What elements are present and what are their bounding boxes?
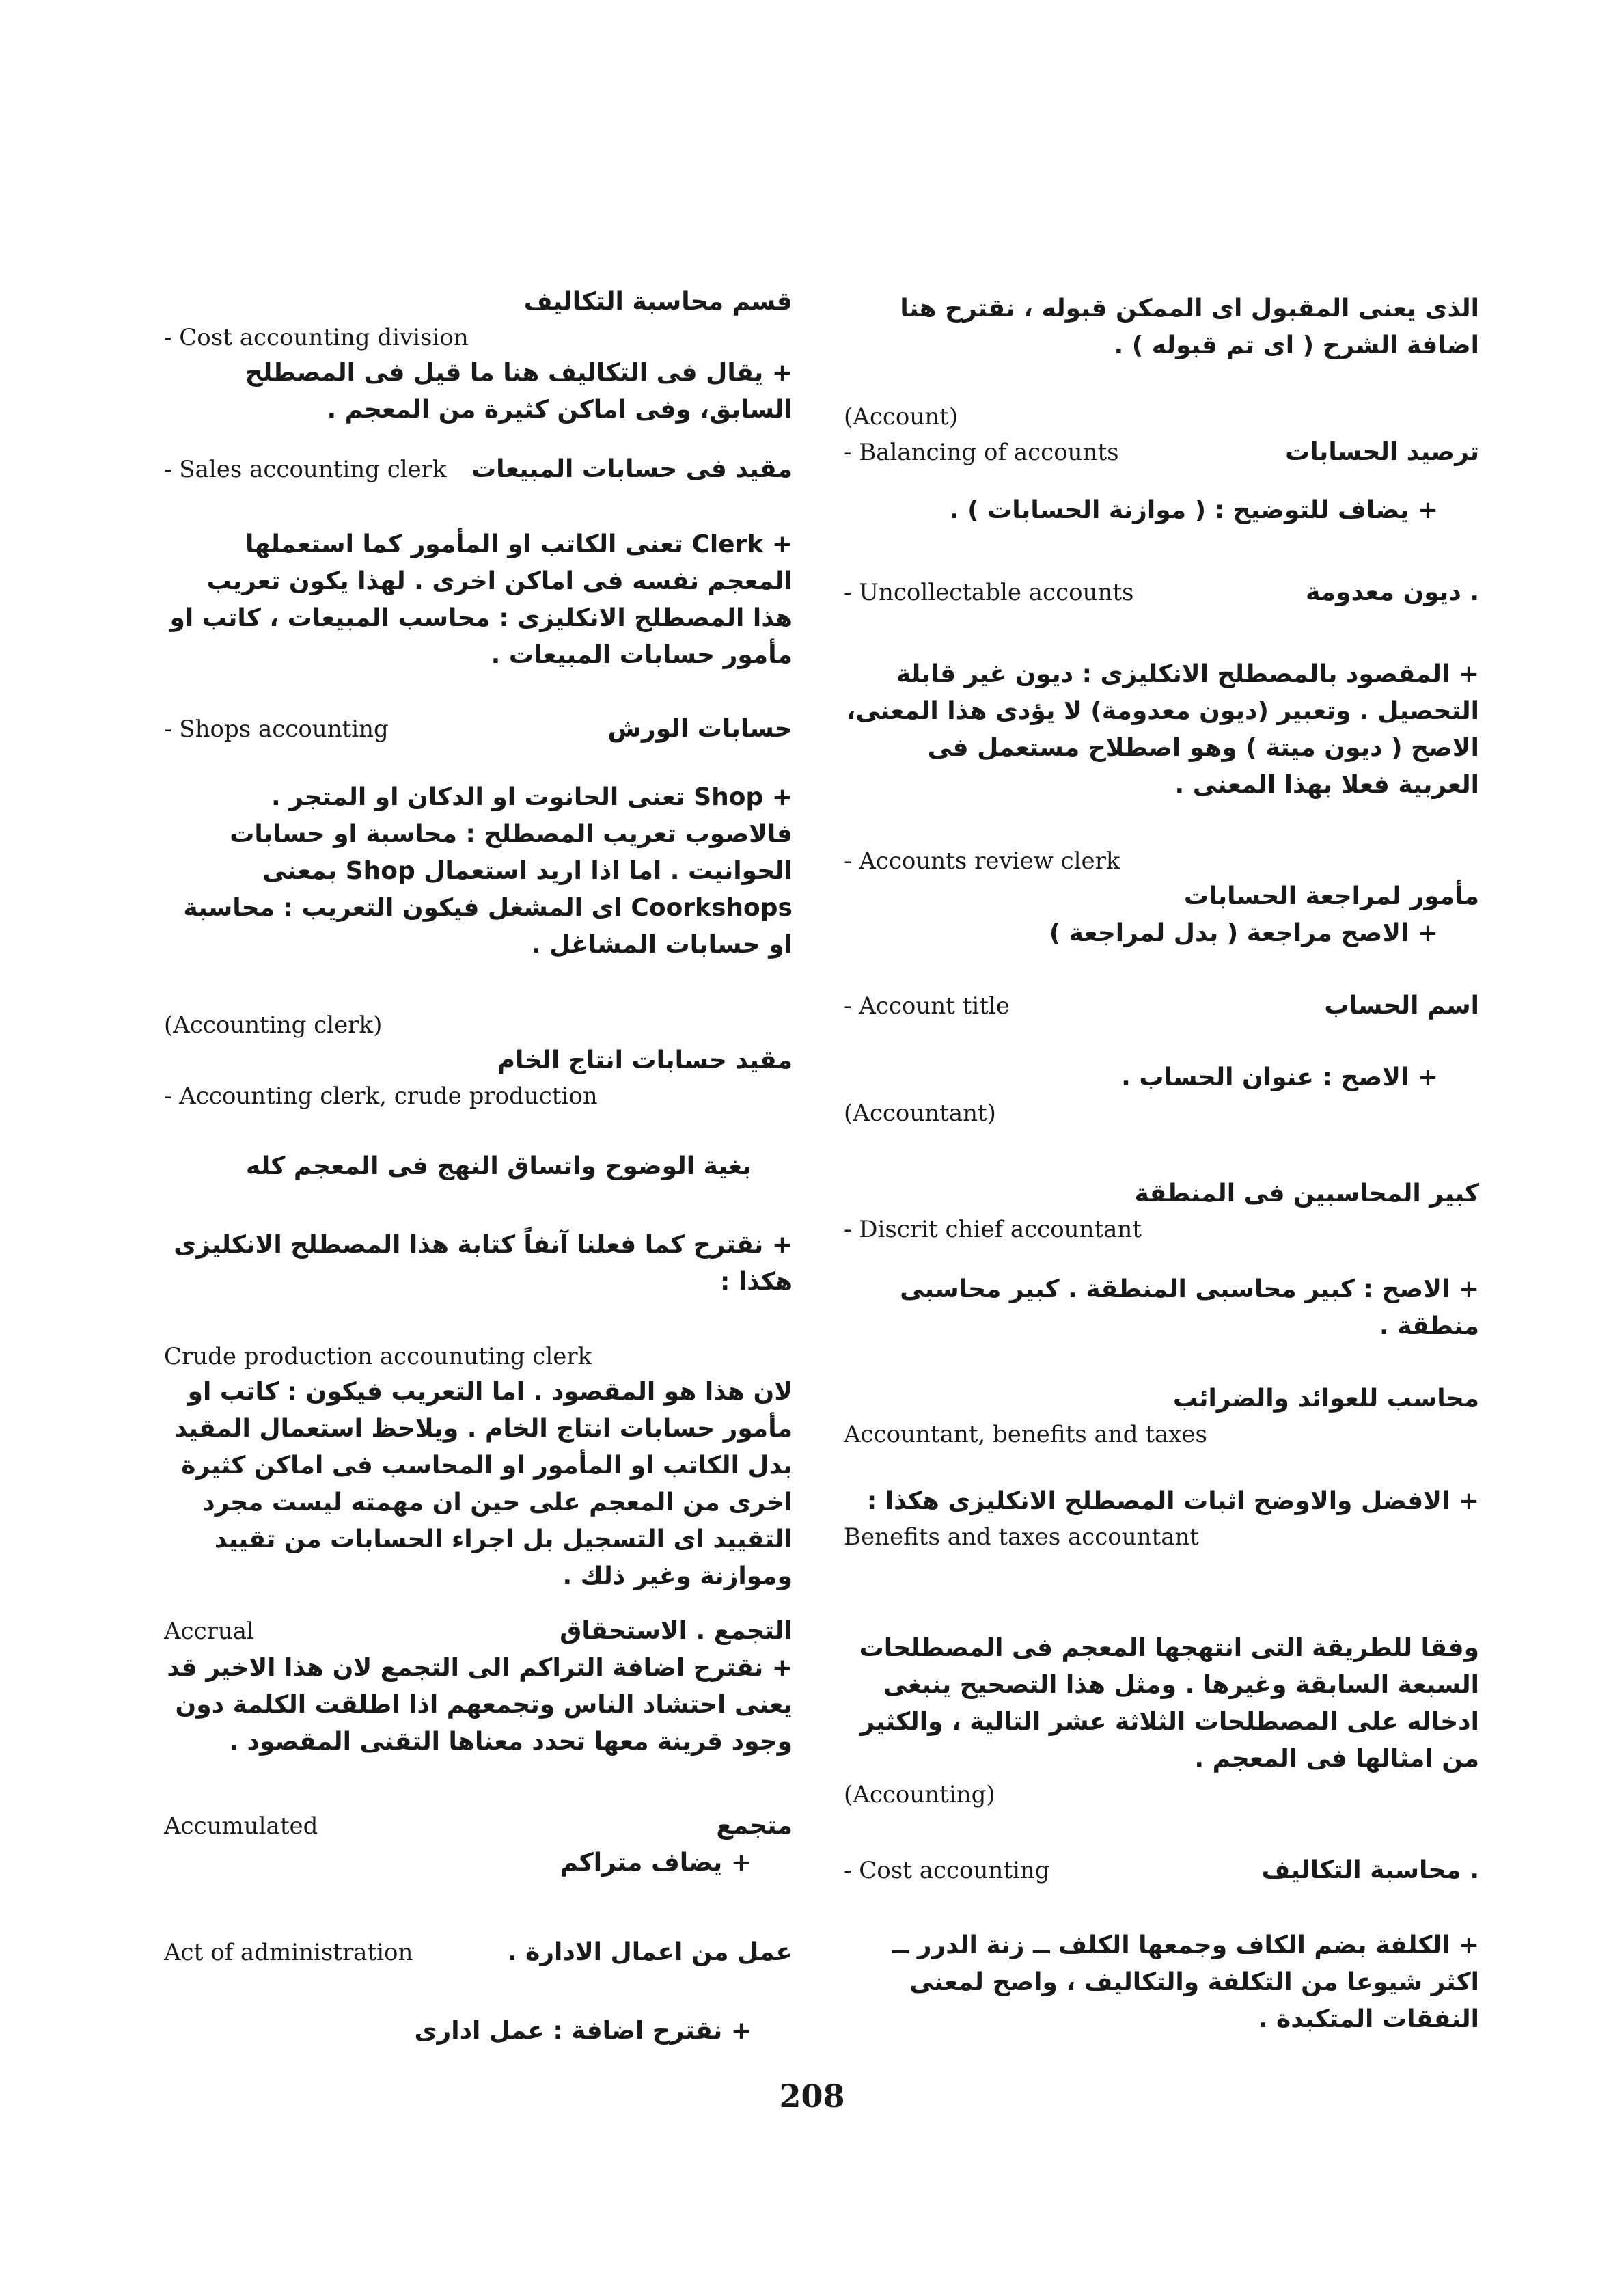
section-header-accountant: (Accountant) — [844, 1100, 996, 1127]
term-row-accrual — [164, 1613, 793, 1760]
note-text: وفقا للطريقة التى انتهجها المعجم فى المصطلحات السبعة السابقة وغيرها . ومثل هذا التصحيح ينبغى ادخاله على المصطلحات الثلاثة عشر التالية ، والكثير من امثالها فى المعجم . — [859, 1634, 1479, 1773]
term-en: - Balancing of accounts — [844, 439, 1119, 466]
note-text: + الافضل والاوضح اثبات المصطلح الانكليزى هكذا : — [866, 1487, 1479, 1515]
page-number: 208 — [779, 2078, 845, 2115]
term-ar: التجمع . الاستحقاق — [560, 1617, 793, 1645]
note-text: + نقترح اضافة : عمل ادارى — [414, 2017, 752, 2045]
term-row-shops — [164, 711, 793, 748]
term-row-accumulated — [164, 1808, 793, 1881]
term-review — [844, 844, 1479, 952]
term-ar: مقيد فى حسابات المبيعات — [471, 455, 793, 483]
term-ar: . ديون معدومة — [1306, 578, 1479, 606]
term-en: Act of administration — [164, 1939, 413, 1966]
note-propose — [164, 1227, 793, 1301]
term-en: - Uncollectable accounts — [844, 579, 1134, 606]
note-text: + يضاف للتوضيح : ( موازنة الحسابات ) . — [949, 496, 1438, 524]
term-chief — [844, 1175, 1479, 1247]
term-ar: قسم محاسبة التكاليف — [523, 288, 793, 316]
note-text: + الاصح مراجعة ( بدل لمراجعة ) — [1049, 919, 1438, 947]
term-row-title — [844, 988, 1479, 1024]
term-ar: مأمور لمراجعة الحسابات — [1183, 882, 1479, 910]
term-row-uncollectable — [844, 574, 1479, 611]
term-ar: حسابات الورش — [607, 715, 793, 743]
note-text: + الاصح : عنوان الحساب . — [1121, 1063, 1438, 1091]
term-en: - Cost accounting division — [164, 324, 469, 351]
note-clarity — [164, 1148, 793, 1185]
term-ar: اسم الحساب — [1324, 992, 1479, 1020]
term-en: Accumulated — [164, 1812, 318, 1840]
note-text: + Shop تعنى الحانوت او الدكان او المتجر . فالاصوب تعريب المصطلح : محاسبة او حسابات الحوانيت . اما اذا اريد استعمال Shop بمعنى Coorkshops اى المشغل فيكون التعريب : محاسبة او حسابات المشاغل . — [183, 783, 793, 959]
term-en: - Account title — [844, 992, 1010, 1020]
term-ar: عمل من اعمال الادارة . — [507, 1938, 793, 1966]
term-ar: مقيد حسابات انتاج الخام — [497, 1046, 793, 1074]
note-text: لان هذا هو المقصود . اما التعريب فيكون : كاتب او مأمور حسابات انتاج الخام . ويلاحظ استعمال المقيد بدل الكاتب او المأمور او المحاسب فى اماكن كثيرة اخرى من المعجم على حين ان مهمته ليست مجرد التقييد اى التسجيل بل اجراء الحسابات من تقييد وموازنة وغير ذلك . — [174, 1378, 793, 1590]
intro-text: الذى يعنى المقبول اى الممكن قبوله ، نقترح هنا اضافة الشرح ( اى تم قبوله ) . — [900, 295, 1479, 359]
note-method — [844, 1630, 1479, 1812]
term-row-admin — [164, 1934, 793, 1971]
note-admin — [164, 2013, 793, 2050]
note-uncollectable — [844, 656, 1479, 804]
term-crude — [164, 1008, 793, 1113]
intro-paragraph — [844, 290, 1479, 364]
note-clerk — [164, 526, 793, 674]
note-text: بغية الوضوح واتساق النهج فى المعجم كله — [245, 1152, 752, 1180]
term-en: - Cost accounting — [844, 1857, 1050, 1884]
term-en: - Sales accounting clerk — [164, 456, 447, 483]
term-benefits — [844, 1381, 1479, 1452]
note-text: + الكلفة بضم الكاف وجمعها الكلف ــ زنة الدرر ــ اكثر شيوعا من التكلفة والتكاليف ، واصح لمعنى النفقات المتكبدة . — [892, 1931, 1479, 2033]
term-row-balancing — [844, 434, 1479, 471]
note-chief — [844, 1271, 1479, 1345]
note-balancing — [844, 492, 1479, 529]
note-text: + Clerk تعنى الكاتب او المأمور كما استعملها المعجم نفسه فى اماكن اخرى . لهذا يكون تعريب هذا المصطلح الانكليزى : محاسب المبيعات ، كاتب او مأمور حسابات المبيعات . — [169, 530, 793, 669]
section-header-account: (Account) — [844, 403, 959, 431]
note-shop — [164, 779, 793, 964]
term-row-cost — [844, 1852, 1479, 1889]
term-ar: . محاسبة التكاليف — [1261, 1856, 1479, 1884]
term-en-proposed: Benefits and taxes accountant — [844, 1523, 1200, 1551]
note-text: + يضاف متراكم — [560, 1849, 752, 1877]
term-en: - Accounting clerk, crude production — [164, 1083, 598, 1110]
section-header-clerk: (Accounting clerk) — [164, 1011, 383, 1039]
term-division — [164, 284, 793, 429]
term-ar: كبير المحاسبين فى المنطقة — [1134, 1180, 1479, 1208]
term-ar: محاسب للعوائد والضرائب — [1172, 1385, 1479, 1413]
note-text: + يقال فى التكاليف هنا ما قيل فى المصطلح السابق، وفى اماكن كثيرة من المعجم . — [245, 359, 793, 424]
term-row-sales — [164, 451, 793, 488]
note-text: + المقصود بالمصطلح الانكليزى : ديون غير قابلة التحصيل . وتعبير (ديون معدومة) لا يؤدى هذا المعنى، الاصح ( ديون ميتة ) وهو اصطلاح مستعمل فى العربية فعلا بهذا المعنى . — [846, 660, 1479, 799]
note-text: + الاصح : كبير محاسبى المنطقة . كبير محاسبى منطقة . — [900, 1275, 1479, 1340]
account-section — [844, 400, 1479, 471]
section-header-accounting: (Accounting) — [844, 1781, 995, 1808]
note-benefits — [844, 1483, 1479, 1554]
term-en-proposed: Crude production accounuting clerk — [164, 1343, 592, 1370]
term-en: - Accounts review clerk — [844, 847, 1120, 875]
note-text: + نقترح كما فعلنا آنفاً كتابة هذا المصطلح الانكليزى هكذا : — [174, 1231, 793, 1296]
note-cost — [844, 1927, 1479, 2038]
term-en: - Shops accounting — [164, 716, 389, 743]
term-en: Accountant, benefits and taxes — [844, 1421, 1207, 1448]
term-ar: ترصيد الحسابات — [1285, 438, 1479, 466]
note-text: + نقترح اضافة التراكم الى التجمع لان هذا الاخير قد يعنى احتشاد الناس وتجمعهم اذا اطلقت الكلمة دون وجود قرينة معها تحدد معناها التقنى المقصود . — [167, 1654, 793, 1756]
note-crude — [164, 1340, 793, 1595]
term-en: - Discrit chief accountant — [844, 1216, 1142, 1243]
note-title — [844, 1059, 1479, 1130]
term-ar: متجمع — [716, 1812, 793, 1840]
term-en: Accrual — [164, 1618, 254, 1645]
